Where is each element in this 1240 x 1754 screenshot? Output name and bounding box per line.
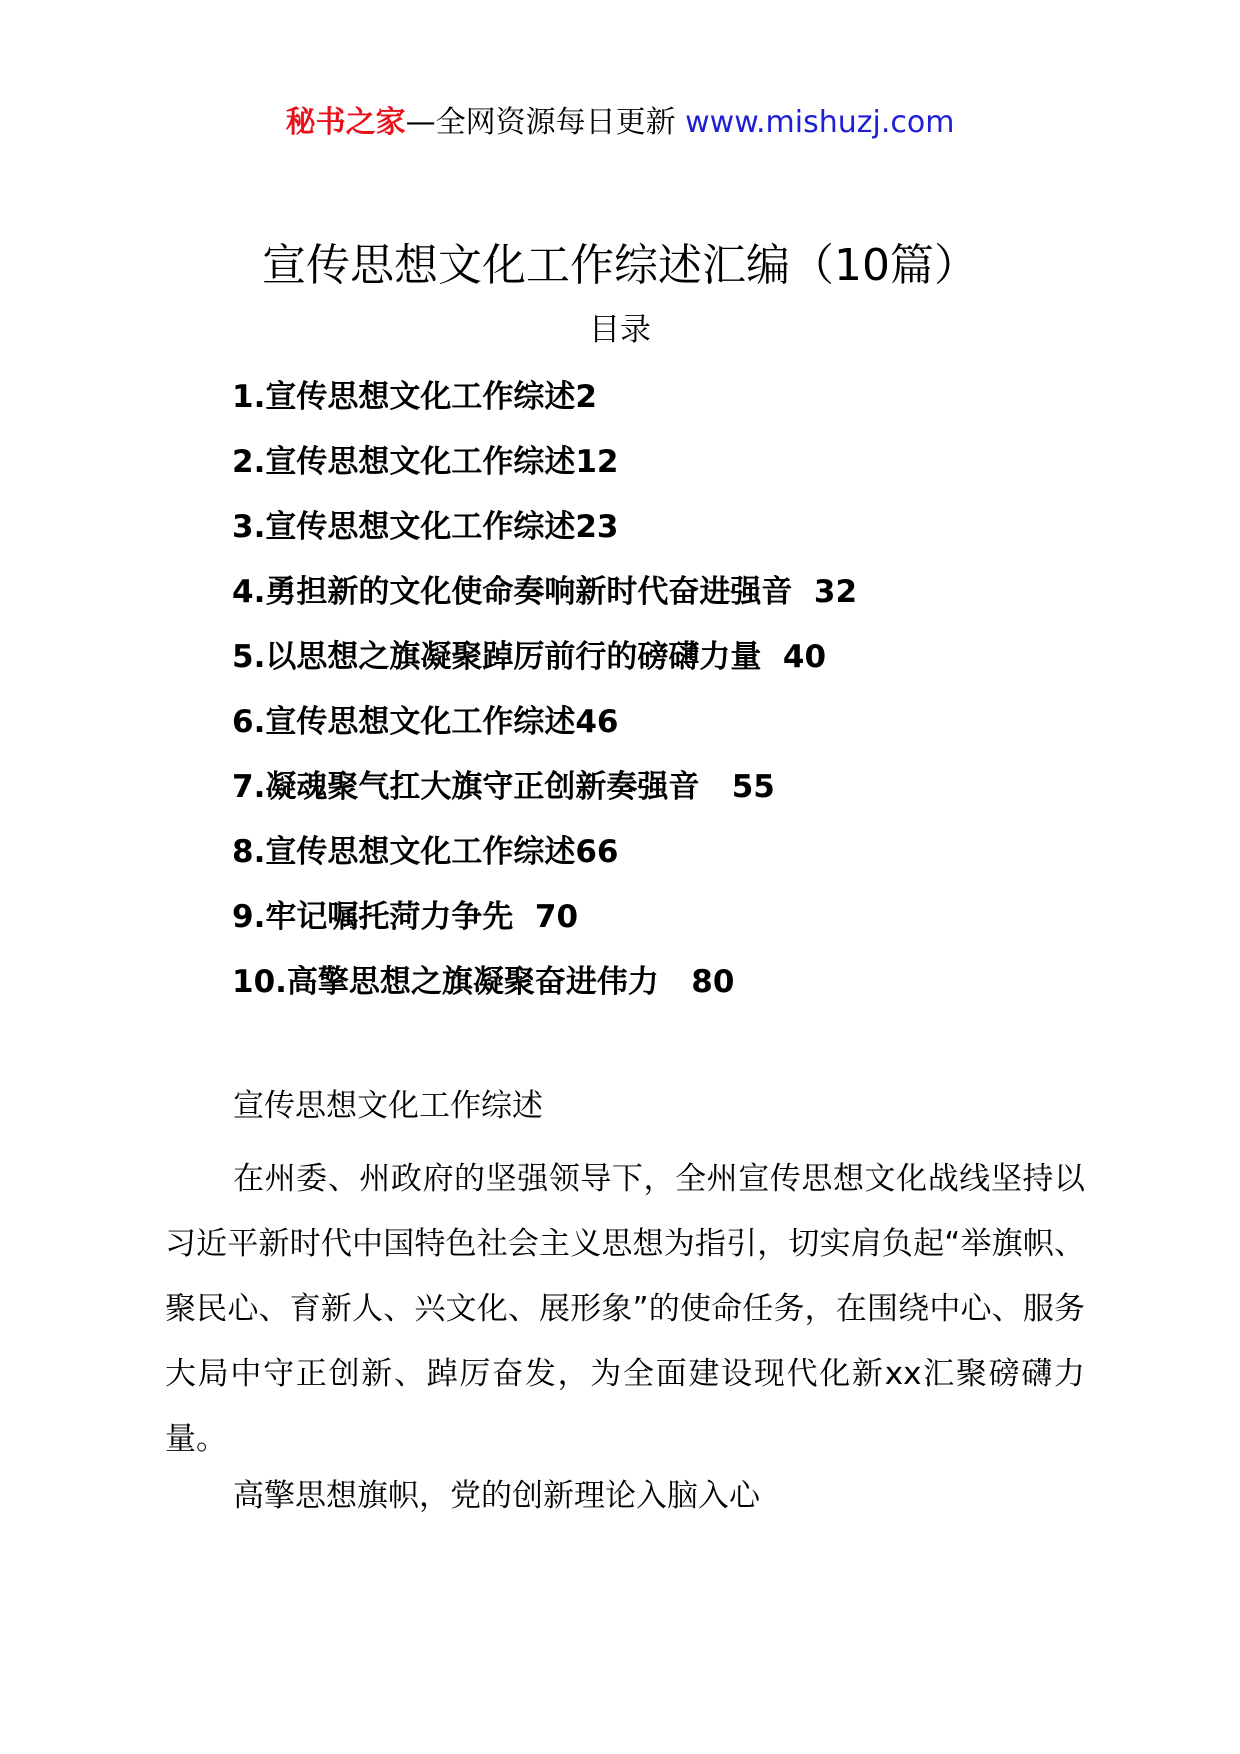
section-title: 宣传思想文化工作综述: [233, 1088, 543, 1124]
toc-item[interactable]: 4.勇担新的文化使命奏响新时代奋进强音 32: [232, 574, 858, 610]
toc-item[interactable]: 6.宣传思想文化工作综述46: [232, 704, 619, 740]
toc-item[interactable]: 3.宣传思想文化工作综述23: [232, 509, 619, 545]
toc-heading: 目录: [589, 312, 651, 348]
toc-item[interactable]: 10.高擎思想之旗凝聚奋进伟力 80: [232, 964, 735, 1000]
document-title: 宣传思想文化工作综述汇编（10篇）: [262, 240, 978, 291]
site-tagline: —全网资源每日更新: [405, 105, 676, 140]
toc-item[interactable]: 1.宣传思想文化工作综述2: [232, 379, 597, 415]
site-url-link[interactable]: www.mishuzj.com: [685, 105, 955, 140]
subheading: 高擎思想旗帜，党的创新理论入脑入心: [233, 1478, 760, 1514]
toc-item[interactable]: 7.凝魂聚气扛大旗守正创新奏强音 55: [232, 769, 775, 805]
toc-item[interactable]: 8.宣传思想文化工作综述66: [232, 834, 619, 870]
article-body: [165, 1082, 1085, 1537]
body-paragraph: 在州委、州政府的坚强领导下，全州宣传思想文化战线坚持以习近平新时代中国特色社会主义思想为指引，切实肩负起“举旗帜、聚民心、育新人、兴文化、展形象”的使命任务，在围绕中心、服务大局中守正创新、踔厉奋发，为全面建设现代化新xx汇聚磅礴力量。: [165, 1161, 1085, 1457]
site-brand: 秘书之家: [285, 105, 406, 140]
toc-item[interactable]: 5.以思想之旗凝聚踔厉前行的磅礴力量 40: [232, 639, 827, 675]
toc-item[interactable]: 2.宣传思想文化工作综述12: [232, 444, 619, 480]
table-of-contents: [232, 373, 857, 1023]
toc-item[interactable]: 9.牢记嘱托菏力争先 70: [232, 899, 579, 935]
site-header: [0, 103, 1240, 143]
